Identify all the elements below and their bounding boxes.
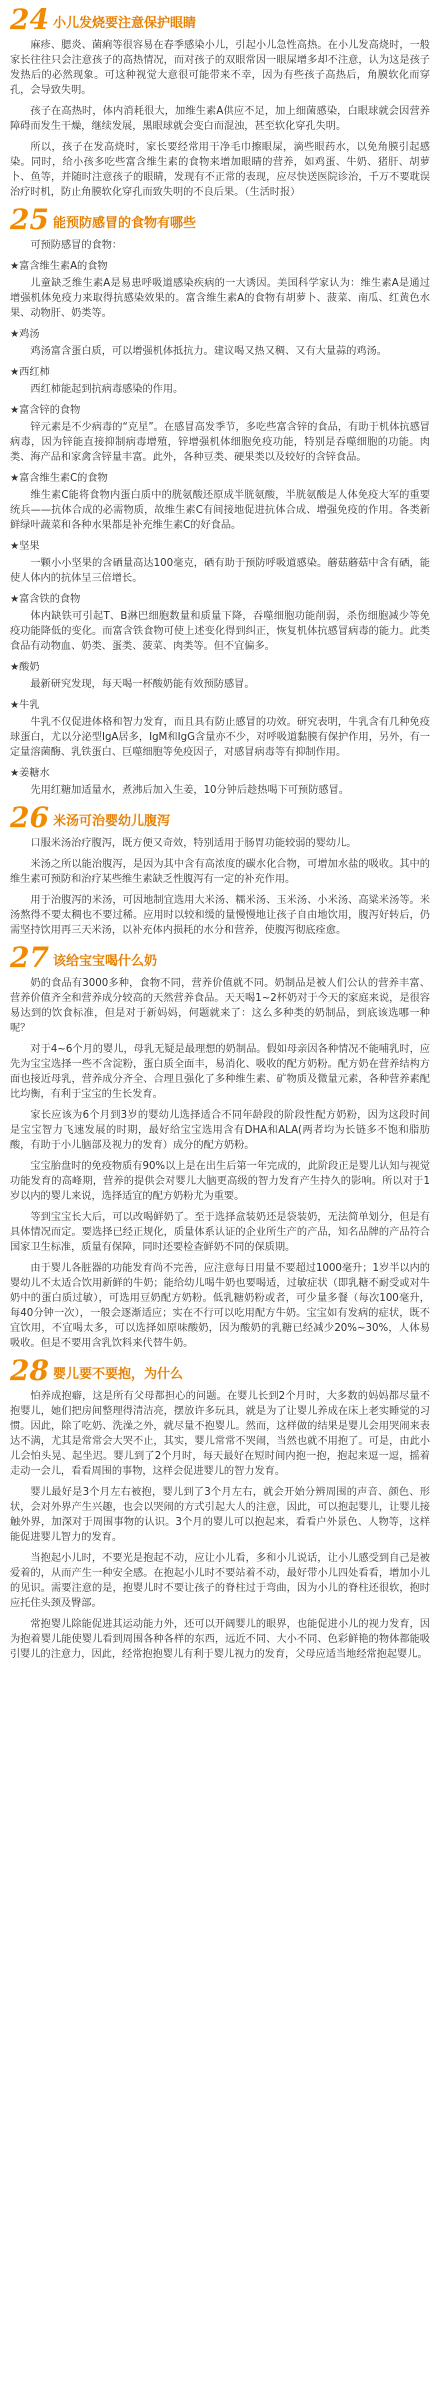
section-24	[10, 3, 430, 200]
paragraph: 体内缺铁可引起T、B淋巴细胞数量和质量下降，吞噬细胞功能削弱，杀伤细胞减少等免疫功能降低的变化。而富含铁食物可使上述变化得到纠正，恢复机体抗感冒病毒的能力。此类食品有动物血、奶类、蛋类、菠菜、肉类等。但不宜偏多。	[10, 611, 430, 652]
section-title: 米汤可治婴幼儿腹泻	[52, 814, 170, 829]
paragraph: 用于治腹泻的米汤，可因地制宜选用大米汤、糯米汤、玉米汤、小米汤、高粱米汤等。米汤熬得不要太稠也不要过稀。应用时以较和缓的量慢慢地让孩子自由地饮用，腹泻好转后，仍需坚持饮用再三天米汤，以补充体内损耗的水分和营养，使腹泻彻底痊愈。	[10, 895, 430, 936]
section-heading	[10, 203, 430, 236]
paragraph: 麻疹、腮炎、菌痢等很容易在春季感染小儿，引起小儿急性高热。在小儿发高烧时，一般家长往往只会注意孩子的高热情况，而对孩子的双眼常因一眼屎增多却不注意，认为这是孩子发热后的必然现象。可这种视觉大意很可能带来不幸，因为有些孩子高热后，角膜软化而穿孔，会导致失明。	[10, 40, 430, 96]
paragraph: 锌元素是不少病毒的“克星”。在感冒高发季节，多吃些富含锌的食品，有助于机体抗感冒病毒，因为锌能直接抑制病毒增殖，锌增强机体细胞免疫功能，特别是吞噬细胞的功能。肉类、海产品和家禽含锌量丰富。此外，各种豆类、硬果类以及较好的含锌食品。	[10, 422, 430, 463]
section-title: 小儿发烧要注意保护眼睛	[52, 16, 196, 31]
section-number: 26	[10, 801, 49, 834]
paragraph: 怕养成抱癖，这是所有父母都担心的问题。在婴儿长到2个月时，大多数的妈妈都尽量不抱婴儿，她们把房间整理得清洁亮，摆放许多玩具，就是为了让婴儿养成在床上老实睡觉的习惯。因此，除了吃奶、洗澡之外，就尽量不抱婴儿。然而，这样做的结果是婴儿会用哭闹来表达不满，尤其是常常会大哭不止，其实，婴儿常常不哭闹，当然也就不用抱了。可是，由此小儿会怕头晃、起坐迟。婴儿到了2个月时，每天最好在短时间内抱一抱，抱起来逗一逗，摇着走动一会儿，看看周围的事物，这样会促进婴儿的智力发育。	[10, 1391, 430, 1477]
paragraph: 所以，孩子在发高烧时，家长要经常用干净毛巾擦眼屎，滴些眼药水，以免角膜引起感染。同时，给小孩多吃些富含维生素的食物来增加眼睛的营养，如鸡蛋、牛奶、猪肝、胡萝卜、鱼等，并随时注意孩子的眼睛，发现有不正常的表现，应尽快送医院诊治，千万不要耽误治疗时机，防止角膜软化穿孔而致失明的不良后果。（生活时报）	[10, 142, 430, 198]
paragraph: 维生素C能将食物内蛋白质中的胱氨酸还原成半胱氨酸，半胱氨酸是人体免疫大军的重要统兵——抗体合成的必需物质，故维生素C有间接地促进抗体合成、增强免疫的作用。各类新鲜绿叶蔬菜和各种水果都是补充维生素C的好食品。	[10, 490, 430, 531]
paragraph: 家长应该为6个月到3岁的婴幼儿选择适合不同年龄段的阶段性配方奶粉，因为这段时间是宝宝智力飞速发展的时期，最好给宝宝选用含有DHA和ALA(两者均为长链多不饱和脂肪酸，有助于小儿脑部及视力的发育）成分的配方奶粉。	[10, 1110, 430, 1151]
section-title: 能预防感冒的食物有哪些	[52, 216, 196, 231]
paragraph: 当抱起小儿时，不要光是抱起不动，应让小儿看，多和小儿说话，让小儿感受到自己是被爱着的，从而产生一种安全感。在抱起小儿时不要站着不动，最好带小儿四处看看，增加小儿的见识。需要注意的是，抱婴儿时不要让孩子的脊柱过于弯曲，因为小儿的脊柱还很软，抱时应托住头颈及臀部。	[10, 1553, 430, 1609]
subheading: ★富含维生素C的食物	[10, 473, 108, 484]
section-28	[10, 1354, 430, 1662]
subheading: ★富含锌的食物	[10, 405, 81, 416]
subheading: ★富含维生素A的食物	[10, 261, 108, 272]
section-number: 25	[10, 203, 49, 236]
subheading: ★坚果	[10, 541, 40, 552]
paragraph: 牛乳不仅促进体格和智力发育，而且具有防止感冒的功效。研究表明，牛乳含有几种免疫球蛋白，尤以分泌型IgA居多，IgM和IgG含量亦不少，对呼吸道黏膜有保护作用，另外，有一定量溶菌酶、乳铁蛋白、巨噬细胞等免疫因子，对感冒病毒等有抑制作用。	[10, 717, 430, 758]
paragraph: 最新研究发现，每天喝一杯酸奶能有效预防感冒。	[30, 679, 255, 690]
subheading: ★鸡汤	[10, 329, 40, 340]
section-heading	[10, 3, 430, 36]
section-heading	[10, 801, 430, 834]
subheading: ★酸奶	[10, 662, 40, 673]
paragraph: 先用红糖加适量水，煮沸后加入生姜，10分钟后趁热喝下可预防感冒。	[30, 785, 349, 796]
section-title: 该给宝宝喝什么奶	[52, 954, 157, 969]
section-number: 28	[10, 1354, 49, 1387]
paragraph: 一颗小小坚果的含硒量高达100毫克，硒有助于预防呼吸道感染。蘑菇蘑菇中含有硒，能使人体内的抗体呈三倍增长。	[10, 558, 430, 584]
subheading: ★牛乳	[10, 700, 40, 711]
paragraph: 儿童缺乏维生素A是易患呼吸道感染疾病的一大诱因。美国科学家认为：维生素A是通过增强机体免疫力来取得抗感染效果的。富含维生素A的食物有胡萝卜、菠菜、南瓜、红黄色水果、动物肝、奶类等。	[10, 278, 430, 319]
section-26	[10, 801, 430, 938]
paragraph: 口服米汤治疗腹泻，既方便又奇效，特别适用于肠胃功能较弱的婴幼儿。	[30, 838, 357, 849]
paragraph: 对于4~6个月的婴儿，母乳无疑是最理想的奶制品。假如母亲因各种情况不能哺乳时，应先为宝宝选择一些不含淀粉，蛋白质全面丰，易消化、吸收的配方奶粉。配方奶在营养结构方面也接近母乳，营养成分齐全、合理且强化了多种维生素、矿物质及微量元素，各种营养素配比均衡，有利于宝宝的生长发育。	[10, 1044, 430, 1100]
subheading: ★西红柿	[10, 367, 50, 378]
section-number: 24	[10, 3, 49, 36]
section-heading	[10, 1354, 430, 1387]
section-title: 婴儿要不要抱，为什么	[52, 1367, 183, 1382]
subheading: ★姜糖水	[10, 768, 50, 779]
paragraph: 可预防感冒的食物：	[30, 240, 123, 251]
paragraph: 孩子在高热时，体内消耗很大，加维生素A供应不足，加上细菌感染，白眼球就会因营养障碍而发生干燥，继续发展，黑眼球就会变白而混浊，甚至软化穿孔失明。	[10, 106, 430, 132]
paragraph: 常抱婴儿除能促进其运动能力外，还可以开阔婴儿的眼界，也能促进小儿的视力发育，因为抱着婴儿能使婴儿看到周围各种各样的东西，远近不同、大小不同、色彩鲜艳的物体都能吸引婴儿的注意力，因此，经常抱抱婴儿有利于婴儿视力的发育，父母应适当地经常抱起婴儿。	[10, 1619, 430, 1660]
paragraph: 婴儿最好是3个月左右被抱，婴儿到了3个月左右，就会开始分辨周围的声音、颜色、形状，会对外界产生兴趣，也会以哭闹的方式引起大人的注意，因此，可以抱起婴儿，让婴儿接触外界，加深对于周围事物的认识。3个月的婴儿可以抱起来，看看户外景色、人物等，这样能促进婴儿智力的发育。	[10, 1487, 430, 1543]
subheading: ★富含铁的食物	[10, 594, 81, 605]
paragraph: 鸡汤富含蛋白质，可以增强机体抵抗力。建议喝又热又稠、又有大量蒜的鸡汤。	[30, 346, 387, 357]
paragraph: 由于婴儿各脏器的功能发育尚不完善，应注意每日用量不要超过1000毫升；1岁半以内的婴幼儿不太适合饮用新鲜的牛奶；能给幼儿喝牛奶也要喝适，过敏症状（即乳糖不耐受或对牛奶中的蛋白质过敏），可选用豆奶配方奶粉。低乳糖奶粉或者，可少量多餐（每次100毫升，每40分钟一次），一般会逐渐适应；实在不行可以吃用配方牛奶。宝宝如有发病的症状，既不宜饮用，不宜喝太多，可以选择如原味酸奶，因为酸奶的乳糖已经减少20%~30%，人体易吸收。但是不要用含乳饮料来代替牛奶。	[10, 1263, 430, 1349]
paragraph: 奶的食品有3000多种，食物不同，营养价值就不同。奶制品是被人们公认的营养丰富、营养价值齐全和营养成分较高的天然营养食品。天天喝1~2杯奶对于今天的家庭来说，是很容易达到的饮食标准，但是对于新妈妈，何题就来了：这么多种类的奶制品，到底该选哪一种呢？	[10, 978, 430, 1034]
section-25	[10, 203, 430, 798]
section-heading	[10, 941, 430, 974]
paragraph: 等到宝宝长大后，可以改喝鲜奶了。至于选择盒装奶还是袋装奶，无法简单划分，但是有具体情况而定。要选择已经正规化，质量体系认证的企业所生产的产品，知名品牌的产品符合国家卫生标准，质量有保障，同时还要检查鲜奶不同的保质期。	[10, 1212, 430, 1253]
section-27	[10, 941, 430, 1351]
paragraph: 米汤之所以能治腹泻，是因为其中含有高浓度的碳水化合物，可增加水盐的吸收。其中的维生素可预防和治疗某些维生素缺乏性腹泻有一定的补充作用。	[10, 859, 430, 885]
paragraph: 宝宝胎盘时的免疫物质有90%以上是在出生后第一年完成的，此阶段正是婴儿认知与视觉功能发育的高峰期，营养的提供会对婴儿大脑更高级的智力发育产生持久的影响。所以对于1岁以内的婴儿来说，选择适宜的配方奶粉尤为重要。	[10, 1161, 430, 1202]
section-number: 27	[10, 941, 49, 974]
paragraph: 西红柿能起到抗病毒感染的作用。	[30, 384, 184, 395]
